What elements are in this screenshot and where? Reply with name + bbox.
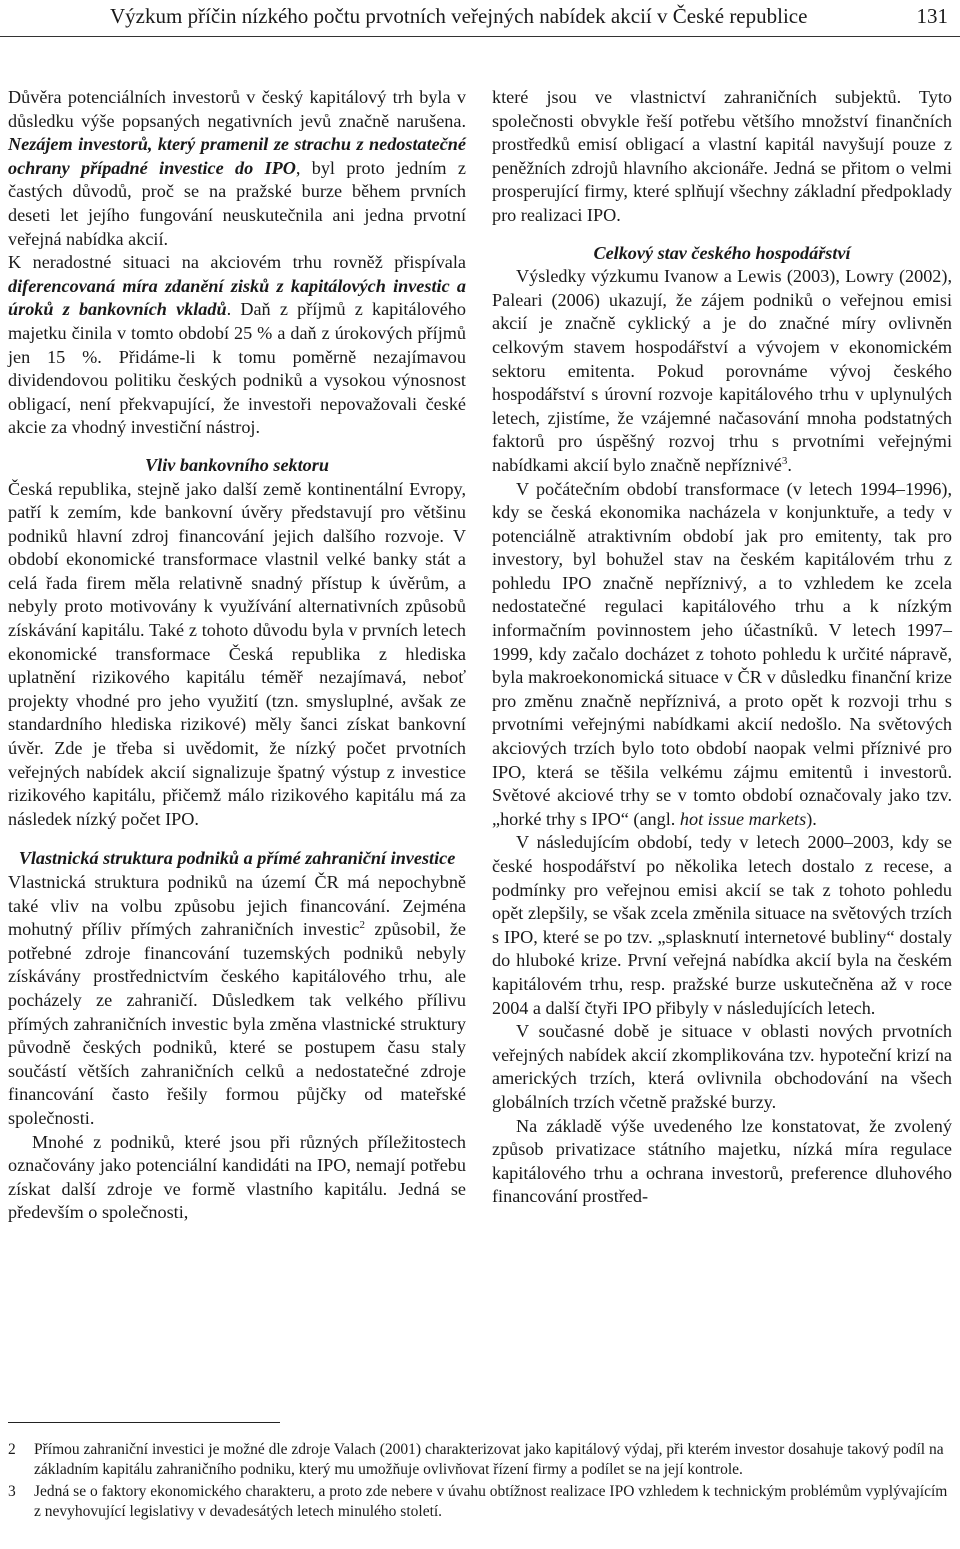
footnote-3 bbox=[8, 1482, 958, 1522]
paragraph-ownership-text: Vlastnická struktura podniků na území ČR má nepochybně také vliv na volbu způsobu jejich financování. Zejména mohutný příliv přímých zahraničních investic bbox=[8, 872, 466, 940]
paragraph-candidates: Mnohé z podniků, které jsou při různých příležitostech označovány jako potenciální kandidáti na IPO, nemají potřebu získat další zdroje ve formě vlastního kapitálu. Jedná se především o společnosti, bbox=[8, 1131, 466, 1223]
footnote-ref-3: 3 bbox=[781, 454, 788, 467]
paragraph-early-transformation bbox=[492, 478, 952, 832]
paragraph-early-transformation-text-end: ). bbox=[806, 808, 817, 829]
section-heading-banking: Vliv bankovního sektoru bbox=[145, 454, 329, 475]
paragraph-trust-text-end: , byl proto jedním z častých důvodů, proč se na pražské burze během prvních deseti let jejího fungování neuskutečnila ani jedna prvotní veřejná nabídka akcií. bbox=[8, 157, 466, 249]
footnote-divider bbox=[8, 1422, 280, 1423]
paragraph-taxation-text: K neradostné situaci na akciovém trhu rovněž přispívala bbox=[8, 252, 466, 273]
footnote-text: Přímou zahraniční investici je možné dle zdroje Valach (2001) charakterizovat jako kapitálový výdaj, při kterém investor dosahuje takový podíl na základním kapitálu zahraničního podniku, který mu umožňuje ovlivňovat řízení firmy a podílet se na její kontrole. bbox=[34, 1441, 944, 1478]
paragraph-2000-2003: V následujícím období, tedy v letech 2000–2003, kdy se české hospodářství po několika letech dostalo z recese, a podmínky pro veřejnou emisi akcií se tak z tohoto pohledu opět zlepšily, se však zcela změnila situace na světových trzích s IPO, které se po tzv. „splasknutí internetové bubliny“ dostaly do hluboké krize. První veřejná nabídka akcií byla na českém kapitálovém trhu, resp. pražské burze uskutečněna až v roce 2004 a další čtyři IPO přibyly v následujících letech. bbox=[492, 832, 952, 1018]
page-number: 131 bbox=[916, 4, 948, 28]
footnote-number: 2 bbox=[8, 1441, 16, 1458]
footnote-number: 3 bbox=[8, 1483, 16, 1500]
paragraph-trust bbox=[8, 86, 466, 251]
right-column bbox=[492, 86, 952, 1209]
paragraph-taxation-text-end: . Daň z příjmů z kapitálového majetku činila v tomto období 25 % a daň z úrokových příjmů jen 15 %. Přidáme-li k tomu poměrně nezajímavou dividendovou politiku českých podniků a vysokou výnosnost obligací, není překvapující, že investoři nepovažovali české akcie za vhodný investiční nástroj. bbox=[8, 299, 466, 438]
paragraph-research-text: Výsledky výzkumu Ivanow a Lewis (2003), Lowry (2002), Paleari (2006) ukazují, že zájem podniků o veřejnou emisi akcií je značně cyklický a je do značné míry ovlivněn celkovým stavem hospodářství a vývojem v ekonomickém sektoru emitenta. Pokud porovnáme vývoj českého hospodářství s úrovní rozvoje kapitálového trhu v uplynulých letech, zjistíme, že vzájemné načasování mnoha podstatných faktorů pro úspěšný rozvoj trhu s prvotními veřejnými nabídkami akcií bylo značně nepříznivé bbox=[492, 266, 952, 475]
section-heading-ownership: Vlastnická struktura podniků a přímé zahraniční investice bbox=[18, 848, 456, 869]
paragraph-research bbox=[492, 265, 952, 477]
paragraph-banking: Česká republika, stejně jako další země kontinentální Evropy, patří k zemím, kde bankovní úvěry představují pro většinu podniků hlavní zdroj financování jejich dalšího rozvoje. V období ekonomické transformace vlastnil velké banky stát a celá řada firem měla relativně snadný přístup k úvěrům, a nebyly proto motivovány k využívání alternativních způsobů získávání kapitálu. Také z tohoto důvodu byla v prvních letech ekonomické transformace Česká republika z hlediska uplatnění rizikového kapitálu téměř nezajímavá, neboť projekty vhodné pro jeho využití (tzn. smysluplné, avšak ze standardního hlediska rizikové) měly šanci získat bankovní úvěr. Zde je třeba si uvědomit, že nízký počet prvotních veřejných nabídek akcií signalizuje špatný výstup z investice rizikového kapitálu, přičemž málo rizikového kapitálu má za následek nízký počet IPO. bbox=[8, 478, 466, 829]
paragraph-taxation bbox=[8, 251, 466, 440]
paragraph-trust-text: Důvěra potenciálních investorů v český kapitálový trh byla v důsledku výše popsaných negativních jevů značně narušena. bbox=[8, 87, 466, 131]
footnotes bbox=[8, 1440, 958, 1524]
paragraph-early-transformation-text: V počátečním období transformace (v letech 1994–1996), kdy se česká ekonomika nacházela v konjunktuře, a tedy v potenciálně atraktivním období jak pro emitenty, tak pro investory, byl bohužel stav na českém kapitálovém trhu z pohledu IPO značně nepříznivý, a to vzhledem ke zcela nedostatečné regulaci kapitálového trhu a k nízkým informačním povinnostem jeho účastníků. V letech 1997–1999, kdy začalo docházet z tohoto pohledu k určité nápravě, byla makroekonomická situace v ČR v důsledku finanční krize pro změnu značně nepříznivá, a proto opět k rozvoji trhu s prvotními veřejnými nabídkami akcií nedošlo. Na světových akciových trzích bylo toto období naopak velmi příznivé pro IPO, která se těšila velkému zájmu emitentů i investorů. Světové akciové trhy se v tomto období označovaly jako tzv. „horké trhy s IPO“ (angl. bbox=[492, 478, 952, 829]
running-header-title: Výzkum příčin nízkého počtu prvotních veřejných nabídek akcií v České republice bbox=[110, 4, 808, 28]
footnote-text: Jedná se o faktory ekonomického charakteru, a proto zde nebere v úvahu obtížnost realizace IPO vzhledem k technickým problémům vyplývajícím z nevyhovující legislativy v devadesátých letech minulého století. bbox=[34, 1483, 948, 1520]
paragraph-research-text-end: . bbox=[787, 454, 792, 475]
running-header bbox=[0, 0, 960, 37]
paragraph-ownership-text-end: způsobil, že potřebné zdroje financování tuzemských podniků nebyly získávány prostřednictvím českého kapitálového trhu, ale pocházely ze zahraničí. Důsledkem tak velkého přílivu přímých zahraničních investic byla změna vlastnické struktury původně českých podniků, které se postupem času staly součástí větších zahraničních celků a nedostatečné zdroje financování často řešily formou půjčky od mateřské společnosti. bbox=[8, 919, 466, 1128]
paragraph-foreign-owned: které jsou ve vlastnictví zahraničních subjektů. Tyto společnosti obvykle řeší potřebu většího množství finančních prostředků emisí obligací a vlastní kapitál navyšují pouze z peněžních zdrojů hlavního akcionáře. Jedná se přitom o velmi prosperující firmy, které splňují všechny základní předpoklady pro realizaci IPO. bbox=[492, 87, 952, 225]
paragraph-ownership bbox=[8, 871, 466, 1131]
left-column bbox=[8, 86, 466, 1225]
paragraph-early-transformation-emphasis: hot issue markets bbox=[679, 808, 807, 829]
footnote-2 bbox=[8, 1440, 958, 1480]
paragraph-taxation-emphasis: diferencovaná míra zdanění zisků z kapitálových investic a úroků z bankovních vkladů bbox=[8, 275, 466, 320]
paragraph-conclusion: Na základě výše uvedeného lze konstatovat, že zvolený způsob privatizace státního majetku, nízká míra regulace kapitálového trhu a ochrana investorů, preference dluhového financování prostřed- bbox=[492, 1115, 952, 1207]
paragraph-current-situation: V současné době je situace v oblasti nových prvotních veřejných nabídek akcií zkomplikována tzv. hypoteční krizí na amerických trzích, která ovlivnila obchodování na všech globálních trzích včetně pražské burzy. bbox=[492, 1021, 952, 1112]
paragraph-trust-emphasis: Nezájem investorů, který pramenil ze strachu z nedostatečné ochrany případné investice do IPO bbox=[8, 134, 466, 178]
section-heading-economy: Celkový stav českého hospodářství bbox=[593, 242, 851, 263]
footnote-ref-2: 2 bbox=[359, 919, 365, 932]
